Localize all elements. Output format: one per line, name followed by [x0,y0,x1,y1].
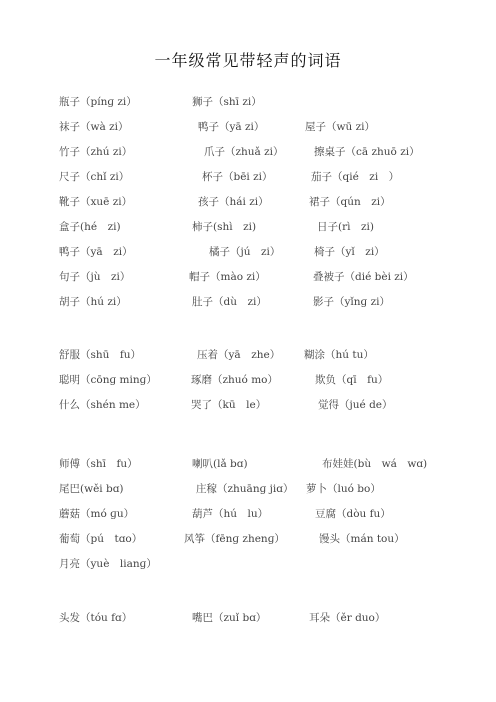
word-entry: 杯子（bēi zi） [202,171,273,183]
word-entry: 竹子（zhú zi） [59,146,133,158]
word-entry: 头发（tóu fɑ） [59,612,133,624]
word-entry: 什么（shén me） [59,399,146,411]
word-entry: 鸭子（yā zi） [59,246,133,258]
word-entry: 袜子（wà zi） [59,121,129,133]
word-entry: 喇叭(lǎ bɑ) [192,458,248,470]
word-row [59,294,496,314]
word-row [59,244,496,264]
word-entry: 帽子（mào zi） [189,271,266,283]
word-row [59,144,496,164]
word-row [59,610,496,630]
word-row [59,506,496,526]
word-entry: 蘑菇（mó ɡu） [59,508,135,520]
word-entry: 屋子（wū zi） [305,121,375,133]
word-entry: 擦桌子（cā zhuō zi） [314,146,420,158]
word-row [59,219,496,239]
word-entry: 靴子（xuē zi） [59,196,133,208]
word-entry: 欺负（qī fu） [315,374,389,386]
word-entry: 嘴巴（zuǐ bɑ） [192,612,267,624]
word-row [59,347,496,367]
word-entry: 鸭子（yā zi） [198,121,265,133]
word-entry: 胡子（hú zi） [59,296,127,308]
word-entry: 茄子（qié zi ） [311,171,400,183]
word-row [59,94,496,114]
word-entry: 尾巴(wěi bɑ) [59,483,124,495]
word-entry: 影子（yǐnɡ zi） [313,296,391,308]
word-entry: 耳朵（ěr duo） [309,612,386,624]
word-row [59,531,496,551]
word-entry: 孩子（hái zi） [198,196,269,208]
word-row [59,372,496,392]
word-entry: 布娃娃(bù wá wɑ) [322,458,428,470]
word-row [59,194,496,214]
word-entry: 盒子(hé zi) [59,221,121,233]
word-row [59,169,496,189]
word-row [59,456,496,476]
word-entry: 狮子（shī zi） [192,96,262,108]
word-entry: 柿子(shì zi) [192,221,257,233]
page-title: 一年级常见带轻声的词语 [154,51,342,70]
word-entry: 橘子（jú zi） [209,246,281,258]
word-row [59,397,496,417]
word-entry: 葡萄（pú tɑo） [59,533,143,545]
word-entry: 舒服（shū fu） [59,349,142,361]
word-entry: 月亮（yuè lianɡ） [59,558,157,570]
word-entry: 爪子（zhuǎ zi） [204,146,284,158]
word-entry: 椅子（yǐ zi） [314,246,385,258]
word-row [59,556,496,576]
word-entry: 豆腐（dòu fu） [315,508,391,520]
word-entry: 压着（yā zhe） [197,349,281,361]
word-row [59,269,496,289]
word-entry: 聪明（cōnɡ minɡ） [59,374,157,386]
word-entry: 哭了（kū le） [191,399,267,411]
word-entry: 馒头（mán tou） [319,533,405,545]
word-entry: 庄稼（zhuānɡ jiɑ） [196,483,294,495]
word-entry: 肚子（dù zi） [192,296,267,308]
word-entry: 师傅（shī fu） [59,458,138,470]
word-entry: 琢磨（zhuó mo） [191,374,278,386]
word-entry: 裙子（qún zi） [309,196,391,208]
word-row [59,481,496,501]
word-entry: 句子（jù zi） [59,271,131,283]
word-entry: 葫芦（hú lu） [192,508,269,520]
word-row [59,119,496,139]
word-entry: 糊涂（hú tu） [304,349,374,361]
word-entry: 叠被子（dié bèi zi） [313,271,414,283]
word-entry: 日子(rì zi) [317,221,374,233]
word-entry: 尺子（chǐ zi） [59,171,130,183]
word-entry: 觉得（jué de） [318,399,393,411]
word-entry: 萝卜（luó bo） [306,483,381,495]
word-entry: 瓶子（pínɡ zi） [59,96,137,108]
word-entry: 风筝（fēnɡ zhenɡ） [184,533,285,545]
